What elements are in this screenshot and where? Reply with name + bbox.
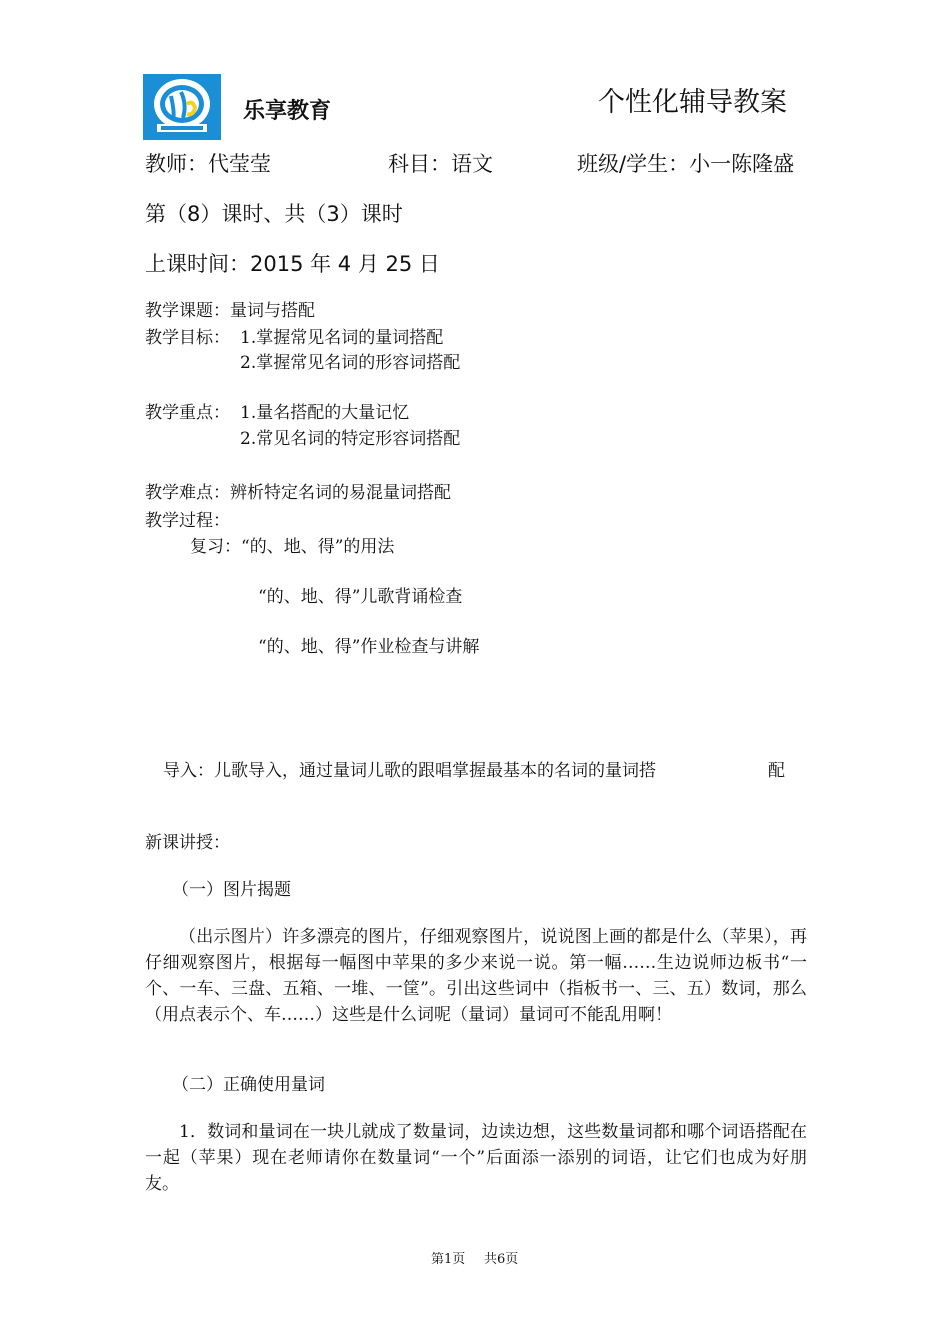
- intro-text: 导入：儿歌导入，通过量词儿歌的跟唱掌握最基本的名词的量词搭: [163, 761, 656, 781]
- teacher-field: 教师：代莹莹: [145, 152, 271, 176]
- intro-text-tail: 配: [768, 761, 785, 781]
- goal-item: 1.掌握常见名词的量词搭配: [240, 328, 444, 348]
- key-point-item: 1.量名搭配的大量记忆: [240, 403, 410, 423]
- section-paragraph: 1．数词和量词在一块儿就成了数量词，边读边想，这些数量词都和哪个词语搭配在一起（苹果）现在老师请你在数量词“一个”后面添一添别的词语，让它们也成为好朋友。: [145, 1122, 807, 1194]
- review-item: “的、地、得”作业检查与讲解: [258, 637, 480, 657]
- class-student-field: 班级/学生：小一陈隆盛: [577, 152, 795, 176]
- page-total: 共6页: [484, 1252, 519, 1267]
- brand-logo: [143, 74, 221, 140]
- page-number: 第1页: [431, 1252, 466, 1267]
- subject-field: 科目：语文: [388, 152, 493, 176]
- review-item: “的、地、得”儿歌背诵检查: [258, 587, 463, 607]
- goals-label: 教学目标：: [145, 328, 230, 348]
- review-heading: 复习：“的、地、得”的用法: [190, 537, 395, 557]
- section-paragraph: （出示图片）许多漂亮的图片，仔细观察图片，说说图上画的都是什么（苹果），再仔细观察图片，根据每一幅图中苹果的多少来说一说。第一幅……生边说师边板书“一个、一车、三盘、五箱、一堆、一筐”。引出这些词中（指板书一、三、五）数词，那么（用点表示个、车……）这些是什么词呢（量词）量词可不能乱用啊！: [145, 927, 807, 1025]
- document-title: 个性化辅导教案: [598, 87, 787, 118]
- key-point-item: 2.常见名词的特定形容词搭配: [240, 429, 461, 449]
- lesson-count: 第（8）课时、共（3）课时: [145, 202, 403, 226]
- brand-name: 乐享教育: [243, 99, 332, 124]
- key-points-label: 教学重点：: [145, 403, 230, 423]
- lesson-topic: 教学课题：量词与搭配: [145, 301, 315, 321]
- new-lesson-heading: 新课讲授：: [145, 833, 230, 853]
- process-label: 教学过程：: [145, 511, 230, 531]
- section-heading: （一）图片揭题: [172, 880, 291, 900]
- section-heading: （二）正确使用量词: [172, 1075, 325, 1095]
- class-time: 上课时间：2015 年 4 月 25 日: [145, 252, 440, 276]
- difficulty: 教学难点：辨析特定名词的易混量词搭配: [145, 483, 451, 503]
- goal-item: 2.掌握常见名词的形容词搭配: [240, 353, 461, 373]
